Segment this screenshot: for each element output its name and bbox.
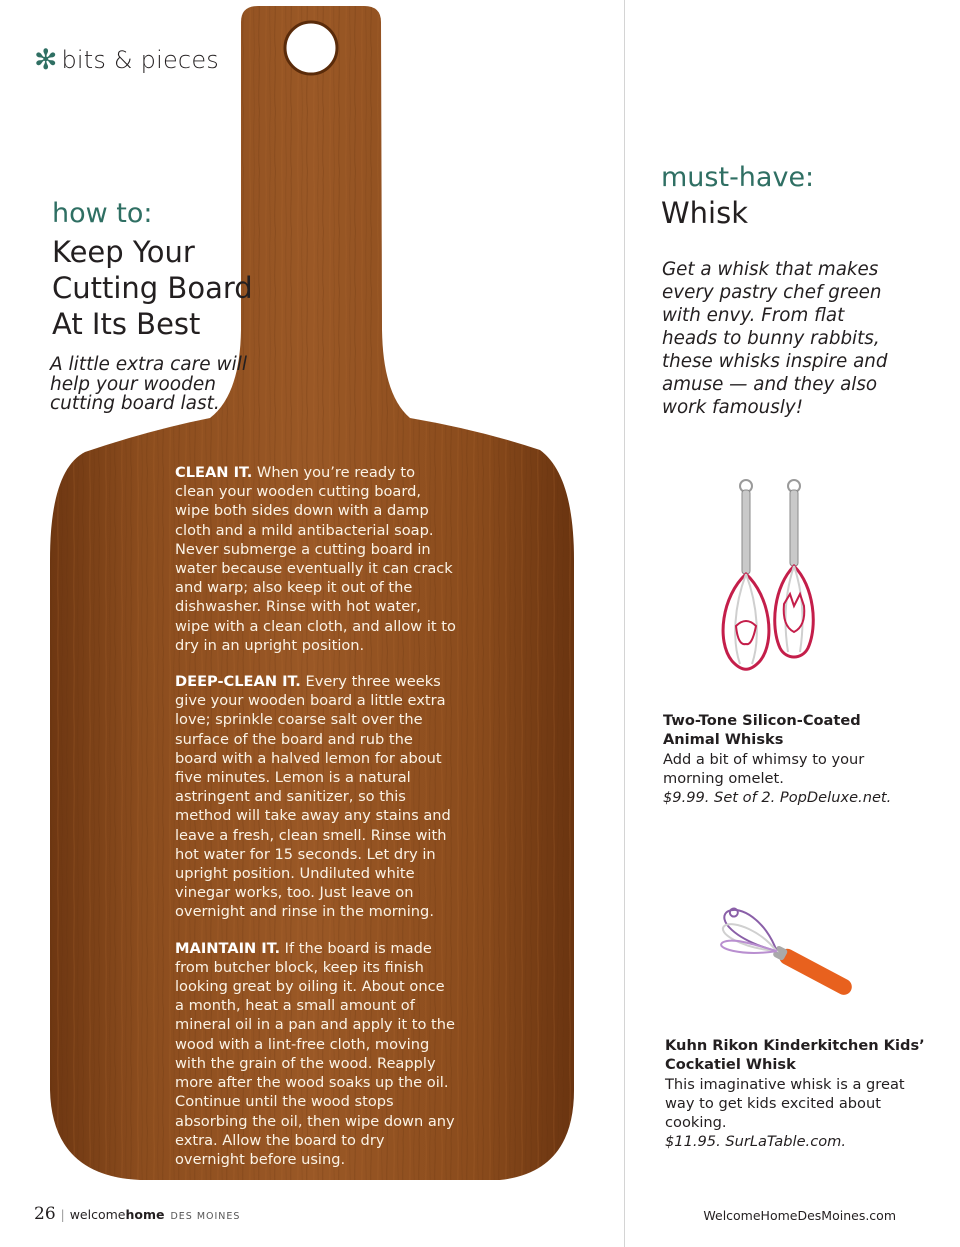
- product-price: $9.99. Set of 2. PopDeluxe.net.: [663, 789, 892, 807]
- tip-clean: [175, 463, 457, 655]
- howto-subtitle: A little extra care will help your wooden cutting board last.: [50, 354, 248, 414]
- asterisk-icon: ✻: [34, 43, 58, 76]
- footer-separator: |: [60, 1208, 65, 1222]
- product-description: Add a bit of whimsy to your morning omelet.: [663, 750, 865, 787]
- tip-heading: DEEP-CLEAN IT.: [175, 673, 301, 691]
- board-tips: [175, 463, 457, 1186]
- tip-heading: MAINTAIN IT.: [175, 939, 281, 957]
- howto-title-line: Cutting Board: [52, 271, 253, 305]
- product-description: This imaginative whisk is a great way to get kids excited about cooking.: [665, 1075, 905, 1132]
- musthave-title: Whisk: [661, 196, 749, 230]
- product-name: Cockatiel Whisk: [665, 1056, 796, 1074]
- product-cockatiel-whisk: [665, 1036, 925, 1152]
- tip-deep-clean: [175, 672, 457, 922]
- tip-body: When you’re ready to clean your wooden cutting board, wipe both sides down with a damp cloth and a mild antibacterial soap. Never submerge a cutting board in water because eventually it can crack and warp; also keep it out of the dishwasher. Rinse with hot water, wipe with a clean cloth, and allow it to dry in an upright position.: [175, 464, 456, 654]
- tip-body: If the board is made from butcher block, keep its finish looking great by oiling it. About once a month, heat a small amount of mineral oil in a pan and apply it to the wood with a lint-free cloth, moving with the grain of the wood. Reapply more after the wood soaks up the oil. Continue until the wood stops absorbing the oil, then wipe down any extra. Allow the board to dry overnight before using.: [175, 939, 455, 1168]
- brand-prefix: welcome: [69, 1207, 126, 1222]
- section-label: bits & pieces: [61, 46, 219, 74]
- tip-maintain: [175, 939, 457, 1169]
- howto-title-line: At Its Best: [52, 307, 201, 341]
- magazine-city: DES MOINES: [170, 1211, 241, 1222]
- animal-whisks-image: [712, 476, 822, 680]
- footer-website: WelcomeHomeDesMoines.com: [703, 1208, 896, 1223]
- howto-kicker: how to:: [52, 198, 153, 229]
- brand-bold: home: [125, 1207, 165, 1222]
- product-animal-whisks: [663, 711, 923, 807]
- product-name: Two-Tone Silicon-Coated: [663, 712, 861, 729]
- howto-title: [52, 234, 292, 342]
- section-tag: [34, 43, 219, 76]
- howto-title-line: Keep Your: [52, 235, 195, 269]
- footer-left: [34, 1204, 240, 1224]
- product-name: Animal Whisks: [663, 731, 784, 749]
- magazine-brand: [70, 1207, 165, 1222]
- page-number: 26: [34, 1204, 56, 1224]
- product-name: Kuhn Rikon Kinderkitchen Kids’: [665, 1037, 925, 1054]
- product-price: $11.95. SurLaTable.com.: [665, 1133, 846, 1151]
- cockatiel-whisk-image: [700, 904, 870, 1018]
- column-divider: [624, 0, 625, 1247]
- tip-heading: CLEAN IT.: [175, 464, 253, 481]
- tip-body: Every three weeks give your wooden board a little extra love; sprinkle coarse salt over the surface of the board and rub the board with a halved lemon for about five minutes. Lemon is a natural astringent and sanitizer, so this method will take away any stains and leave a fresh, clean smell. Rinse with hot water for 15 seconds. Let dry in upright position. Undiluted white vinegar works, too. Just leave on overnight and rinse in the morning.: [175, 673, 451, 921]
- musthave-intro: Get a whisk that makes every pastry chef green with envy. From flat heads to bunny rabbits, these whisks inspire and amuse — and they also work famously!: [662, 259, 888, 418]
- musthave-kicker: must-have:: [661, 162, 815, 193]
